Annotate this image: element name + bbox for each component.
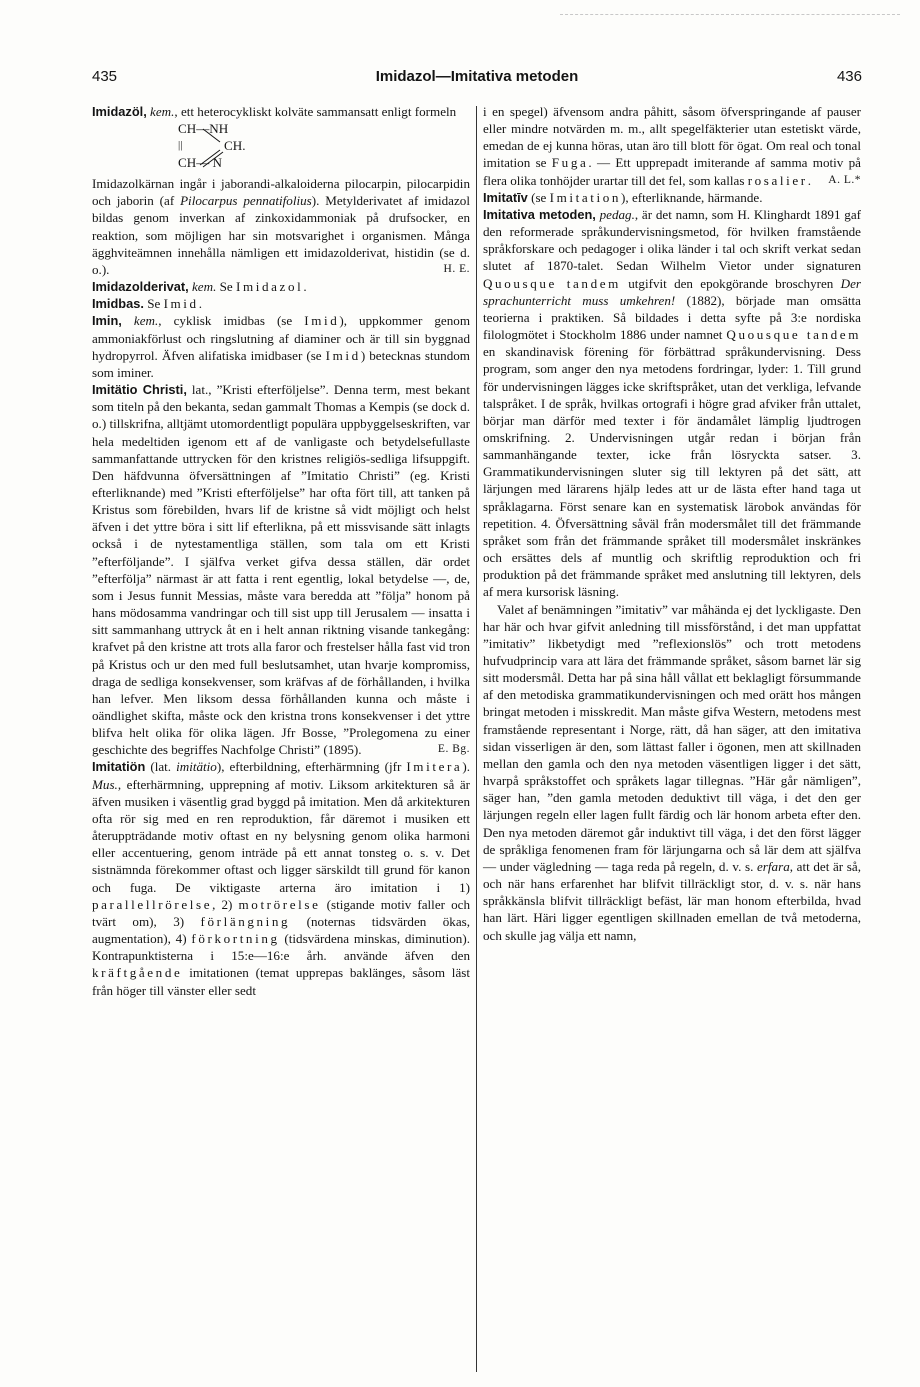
signature: E. Bg. bbox=[437, 743, 470, 756]
formula-top: CH—NH bbox=[178, 121, 229, 137]
headword-imidazol: Imidazöl, bbox=[92, 104, 147, 119]
paragraph-imitativ-critique: Valet af benämningen ”imitativ” var måhända ej det lyckligaste. Den har här och hvar gifvit anledning till missförstånd, i det man uppfattat ”imitativ” likbetydigt med ”reflexionslös” och trott metodens hufvudprincip vara att lära det främmande språket, såsom barnet lär sig sitt modersmål. Detta har på sina håll vållat ett beklagligt försummande af den metodiska grammatikundervisningen och med orätt hos mången bringat metoden i misskredit. Man måste gifva Western, metodens mest framstående representant i Norge, rätt, då han säger, att den imitativa sidan visserligen är den, som lättast faller i ögonen, men att skillnaden mellan den gamla och den nya metoden väsentligen ligger i det sätt, hvarpå språkstoffet och språkets lagar tillegnas. ”Här går nämligen”, säger han, ”den gamla metoden deduktivt till väga, i det den ger lärjungen regeln eller lagen fullt färdig och lär honom arbeta efter den. Den nya metoden däremot går induktivt till väga, i det den först lägger de språkliga fenomenen fram för lärjungarna och så lär dem att själfva — under vägledning — taga reda på regeln, d. v. s. erfara, att det är så, och när hans erfarenhet har blifvit tillräckligt stor, d. v. s. när hans språkkänsla blifvit tillräckligt befäst, lär man honom efterbilda, hvad han lärt. Häri ligger egentligen skillnaden emellan de två metoderna, och skulle jag välja ett namn, bbox=[483, 601, 861, 943]
entry-imin: Imin, kem., cyklisk imidbas (se Imid), uppkommer genom ammoniakförlust och ringslutning af diaminer och är till sin byggnad hydropyrrol. Äfven alifatiska imidbaser (se Imid) betecknas stundom som iminer. bbox=[92, 313, 471, 380]
entry-imidbas: Imidbas. Se Imid. bbox=[92, 296, 202, 312]
left-column bbox=[92, 103, 470, 999]
headword-imitativ: Imitatīv bbox=[483, 189, 528, 205]
cross-reference[interactable]: Fuga bbox=[551, 155, 589, 171]
entry-imitativ: Imitatīv (se Imitation), efterliknande, härmande. bbox=[483, 189, 763, 205]
headword-imin: Imin, bbox=[92, 313, 122, 329]
right-column bbox=[483, 103, 861, 944]
column-divider bbox=[476, 106, 477, 1372]
page-number-right: 436 bbox=[836, 68, 862, 85]
page-header bbox=[92, 68, 862, 90]
imidazol-structural-formula bbox=[92, 120, 470, 172]
headword-imitation: Imitatiön bbox=[92, 759, 146, 775]
entry-imidazol: Imidazöl, kem., ett heterocykliskt kolväte sammansatt enligt formeln bbox=[92, 104, 457, 119]
running-head: Imidazol—Imitativa metoden bbox=[375, 68, 579, 85]
formula-bottom: CH— N bbox=[178, 155, 223, 171]
headword-imitatio-christi: Imitätio Christi, bbox=[92, 382, 187, 398]
entry-imidazolderivat: Imidazolderivat, kem. Se Imidazol. bbox=[92, 279, 307, 295]
cross-reference[interactable]: Imid bbox=[304, 313, 340, 329]
signature: H. E. bbox=[443, 262, 470, 275]
headword-imidazolderivat: Imidazolderivat, bbox=[92, 279, 189, 295]
cross-reference[interactable]: Imid bbox=[325, 347, 361, 363]
cross-reference[interactable]: rosalier bbox=[747, 172, 808, 188]
formula-double-bond: || bbox=[178, 139, 183, 152]
entry-imitation-continued: i en spegel) äfvensom andra påhitt, såsom öfverspringande af pauser eller mindre notvärden m. m., allt spegelfäkterier utan estetiskt värde, emedan de ej kunna höras, utan äro till blott för ögat. Om real och tonal imitation se Fuga. — Ett upprepadt imiterande af samma motiv på flera olika tonhöjder urartar till det fel, som kallas rosalier. A. L.* bbox=[483, 104, 861, 188]
entry-imitativa-metoden: Imitativa metoden, pedag., är det namn, som H. Klinghardt 1891 gaf den reformerade språkundervisningsmetod, för hvilken framstående språkforskare och pedagoger i olika länder i tal och skrift verkat sedan slutet af 1870-talet. Sedan Wilhelm Vietor under signaturen Quousque tandem utgifvit den epokgörande broschyren Der sprachunterricht muss umkehren! (1882), började man omsätta teorierna i praktiken. Så bildades i detta syfte på 3:e nordiska filologmötet i Stockholm 1886 under namnet Quousque tandem en skandinavisk förening för förbättrad språkundervisning. Dess program, som anger den nya metodens fordringar, lyder: 1. Till grund för undervisningen lägges icke skriftspråket, utan det verkliga, lefvande talspråket. I de språk, hvilkas ortografi i högre grad afviker från uttalet, börjar man därför med texter i för ändamålet lämplig ljudtrogen omskrifning. 2. Undervisningen utgår redan i början från sammanhängande texter, icke från lösryckta satser. 3. Grammatikundervisningen sluter sig till lektyren på det sätt, att lärjungen med lärarens hjälp ledes att ur de lästa efter hand taga ut språklagarna. Först senare kan en systematisk lärobok användas för repetition. 4. Öfversättning såväl från modersmålet till det främmande språket som från det främmande språket till modersmålet inskränkes och ersättes dels af muntlig och skriftlig reproduktion och fri produktion på det främmande språket med anslutning till lektyren, dels af mera kursorisk läsning. bbox=[483, 206, 861, 600]
entry-imitatio-christi: Imitätio Christi, lat., ”Kristi efterföljelse”. Denna term, mest bekant som titeln på den bekanta, sedan gammalt Thomas a Kempis (se dock d. o.) tillskrifna, alltjämt utomordentligt populära uppbyggelseskriften, var hela medeltiden igenom ett af de vanligaste och betydelsefullaste sammanfattande uttrycken för den kristnes religiös-sedliga lifsuppgift. Den häfdvunna öfversättningen af ”Imitatio Christi” (eg. Kristi efterliknande) med ”Kristi efterföljelse” har ofta fört till, att tanken på Kristus som förebilden, hvars lif de kristne så vidt möjligt och helst äfven i det yttre böra i sitt lif efterlikna, på ett missvisande sätt inlagts också i de nytestamentliga ställen, som tala om ett Kristi ”efterföljande”. I själfva verket gifva dessa ställen, där ordet ”efterfölja” närmast är att fatta i rent egentlig, lokal betydelse —, de, som i Jesus funnit Messias, måste vara beredda att ”följa” honom på hans mödosamma vandringar och till sist upp till Jerusalem — insatta i sitt sammanhang uttryck åt en i helt annan riktning visande tankegång: krafvet på den kristne att trots alla faror och frestelser hålla fast vid tron på Kristus och ur den med full beslutsamhet, utan hvarje kompromiss, draga de sedliga konsekvenser, som kräfvas af de förhållanden, i hvilka han lefver. Men liksom dessa förhållanden kunna och måste i oändlighet skifta, måste ock den kristna trons konsekvenser i det yttre blifva helt olika för olika lägen. Jfr Bosse, ”Prolegomena zu einer geschichte des begriffes Nachfolge Christi” (1895). E. Bg. bbox=[92, 382, 470, 758]
cross-reference[interactable]: Imitera bbox=[406, 759, 463, 775]
page-number-left: 435 bbox=[92, 68, 118, 85]
cross-reference[interactable]: Imid bbox=[163, 296, 199, 312]
signature: A. L.* bbox=[828, 173, 861, 186]
headword-imidbas: Imidbas. bbox=[92, 296, 144, 312]
entry-imitation: Imitatiön (lat. imitätio), efterbildning, efterhärmning (jfr Imitera). Mus., efterhärmning, upprepning af motiv. Liksom arkitekturen så är äfven musiken i väsentlig grad byggd på imitation. Men då arkitekturen ofta rör sig med en ren reproduktion, får däremot i musiken ett återuppträdande motiv oftast en ny belysning genom olika harmoni eller accentuering, genom inträde på ett annat tonsteg o. s. v. Det sistnämnda förekommer oftast och ligger särskildt till grund för kanon och fuga. De viktigaste arterna äro imitation i 1) parallellrörelse, 2) motrörelse (stigande motiv faller och tvärt om), 3) förlängning (noternas tidsvärden ökas, augmentation), 4) förkortning (tidsvärdena minskas, diminution). Kontrapunktisterna i 15:e—16:e årh. använde äfven den kräftgående imitationen (temat upprepas baklänges, såsom läst från höger till vänster eller sedt bbox=[92, 759, 470, 998]
headword-imitativa-metoden: Imitativa metoden, bbox=[483, 206, 596, 222]
cross-reference[interactable]: Imidazol bbox=[236, 279, 304, 295]
scan-edge-line bbox=[560, 14, 900, 15]
formula-right: CH. bbox=[224, 138, 246, 154]
cross-reference[interactable]: Imitation bbox=[549, 189, 622, 205]
entry-imidazol-text: Imidazolkärnan ingår i jaborandi-alkaloiderna pilocarpin, pilocarpidin och jaborin (af Pilocarpus pennatifolius). Metylderivatet af imidazol bildas genom inverkan af zinkoxidammoniak på drufsocker, en reaktion, som möjligen har sin motsvarighet i organismen. Många ägghviteämnen innehålla nämligen ett imidazolderivat, histidin (se d. o.). H. E. bbox=[92, 176, 470, 277]
